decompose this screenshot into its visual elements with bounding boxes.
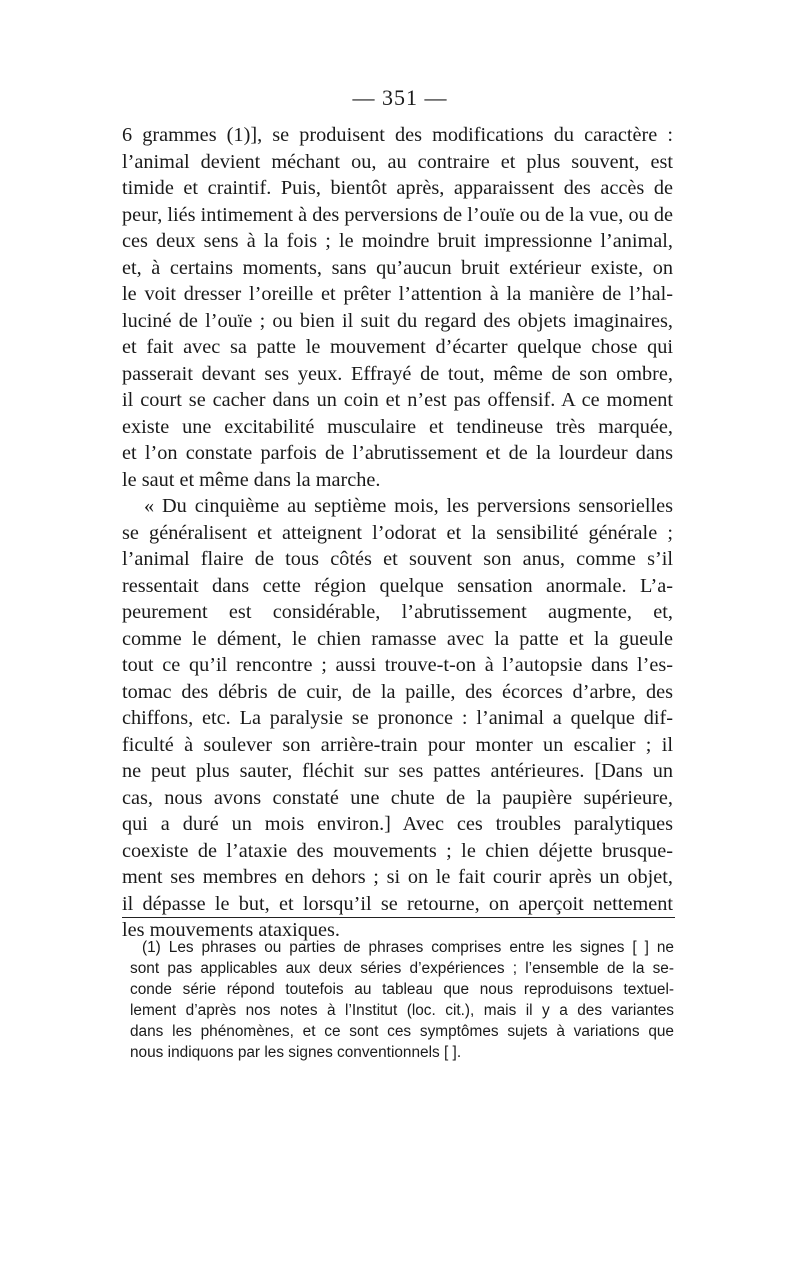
body-line: ressentait dans cette région quelque sensation anormale. L’a- bbox=[122, 574, 673, 597]
body-line: l’animal flaire de tous côtés et souvent son anus, comme s’il bbox=[122, 548, 673, 570]
body-line: passerait devant ses yeux. Effrayé de tout, même de son ombre, bbox=[122, 362, 673, 385]
footnote-divider bbox=[122, 917, 675, 918]
body-line: le saut et même dans la marche. bbox=[122, 468, 381, 491]
body-line: qui a duré un mois environ.] Avec ces troubles paralytiques bbox=[122, 813, 673, 835]
body-line: il dépasse le but, et lorsqu’il se retourne, on aperçoit nettement bbox=[122, 892, 673, 915]
body-line: cas, nous avons constaté une chute de la paupière supérieure, bbox=[122, 786, 673, 809]
body-line: chiffons, etc. La paralysie se prononce : l’animal a quelque dif- bbox=[122, 707, 673, 729]
body-line: l’animal devient méchant ou, au contraire et plus souvent, est bbox=[122, 150, 673, 173]
body-line: le voit dresser l’oreille et prêter l’attention à la manière de l’hal- bbox=[122, 283, 673, 305]
body-line: les mouvements ataxiques. bbox=[122, 919, 340, 941]
body-line: 6 grammes (1)], se produisent des modifications du caractère : bbox=[122, 124, 673, 146]
body-line: se généralisent et atteignent l’odorat et la sensibilité générale ; bbox=[122, 521, 673, 544]
body-line: timide et craintif. Puis, bientôt après, apparaissent des accès de bbox=[122, 177, 673, 199]
body-line: ces deux sens à la fois ; le moindre bruit impressionne l’animal, bbox=[122, 230, 673, 252]
body-line: comme le dément, le chien ramasse avec la patte et la gueule bbox=[122, 627, 673, 650]
page-number: — 351 — bbox=[352, 85, 448, 110]
body-line: luciné de l’ouïe ; ou bien il suit du regard des objets imaginaires, bbox=[122, 309, 673, 332]
body-line: ment ses membres en dehors ; si on le fait courir après un objet, bbox=[122, 866, 673, 888]
body-line: « Du cinquième au septième mois, les perversions sensorielles bbox=[144, 495, 673, 517]
body-line: et l’on constate parfois de l’abrutissement et de la lourdeur dans bbox=[122, 442, 673, 464]
body-line: existe une excitabilité musculaire et tendineuse très marquée, bbox=[122, 415, 673, 438]
footnote-line: sont pas applicables aux deux séries d’expériences ; l’ensemble de la se- bbox=[130, 960, 674, 977]
body-line: et, à certains moments, sans qu’aucun bruit extérieur existe, on bbox=[122, 256, 673, 279]
footnote-line: nous indiquons par les signes conventionnels [ ]. bbox=[130, 1044, 462, 1061]
footnote-line: conde série répond toutefois au tableau que nous reproduisons textuel- bbox=[130, 981, 674, 998]
footnote-line: (1) Les phrases ou parties de phrases comprises entre les signes [ ] ne bbox=[142, 939, 674, 956]
footnote-line: lement d’après nos notes à l’Institut (loc. cit.), mais il y a des variantes bbox=[130, 1002, 674, 1019]
body-line: il court se cacher dans un coin et n’est pas offensif. A ce moment bbox=[122, 389, 673, 411]
body-text bbox=[122, 122, 673, 944]
footnote-line: dans les phénomènes, et ce sont ces symptômes sujets à variations que bbox=[130, 1023, 674, 1040]
body-line: peur, liés intimement à des perversions de l’ouïe ou de la vue, ou de bbox=[122, 203, 673, 226]
body-line: ficulté à soulever son arrière-train pour monter un escalier ; il bbox=[122, 733, 673, 756]
body-line: peurement est considérable, l’abrutissement augmente, et, bbox=[122, 601, 673, 623]
body-line: tout ce qu’il rencontre ; aussi trouve-t-on à l’autopsie dans l’es- bbox=[122, 654, 673, 676]
body-line: tomac des débris de cuir, de la paille, des écorces d’arbre, des bbox=[122, 680, 673, 703]
body-line: et fait avec sa patte le mouvement d’écarter quelque chose qui bbox=[122, 336, 673, 358]
footnote bbox=[130, 937, 674, 1063]
body-line: ne peut plus sauter, fléchit sur ses pattes antérieures. [Dans un bbox=[122, 760, 673, 782]
body-line: coexiste de l’ataxie des mouvements ; le chien déjette brusque- bbox=[122, 839, 673, 862]
